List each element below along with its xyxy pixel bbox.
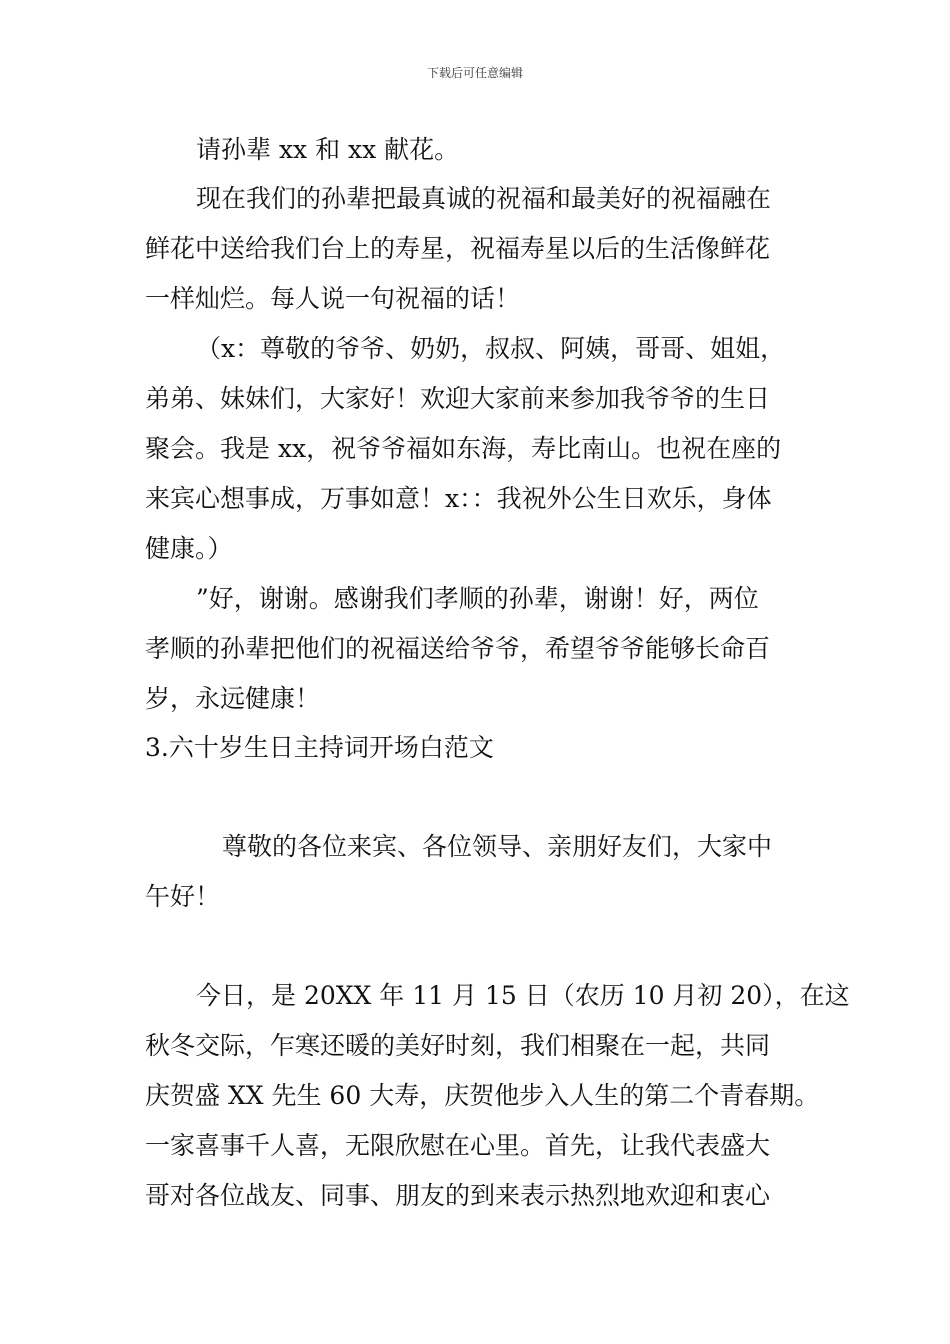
paragraph-line: 聚会。我是 xx，祝爷爷福如东海，寿比南山。也祝在座的 — [145, 434, 782, 463]
paragraph-line: 一样灿烂。每人说一句祝福的话！ — [145, 284, 521, 313]
paragraph-line: 岁，永远健康！ — [145, 684, 321, 713]
paragraph-line: 现在我们的孙辈把最真诚的祝福和最美好的祝福融在 — [196, 184, 772, 213]
section-heading: 3.六十岁生日主持词开场白范文 — [145, 733, 494, 762]
page-header-note: 下载后可任意编辑 — [426, 66, 523, 80]
paragraph-line: 哥对各位战友、同事、朋友的到来表示热烈地欢迎和衷心 — [145, 1181, 771, 1210]
paragraph-line: 秋冬交际，乍寒还暖的美好时刻，我们相聚在一起，共同 — [145, 1031, 771, 1060]
paragraph-line: （x：尊敬的爷爷、奶奶，叔叔、阿姨，哥哥、姐姐， — [196, 334, 786, 363]
paragraph-line: 健康。） — [145, 534, 233, 563]
paragraph-line: 弟弟、妹妹们，大家好！欢迎大家前来参加我爷爷的生日 — [145, 384, 771, 413]
paragraph-line: 尊敬的各位来宾、各位领导、亲朋好友们，大家中 — [222, 832, 773, 861]
paragraph-line: 请孙辈 xx 和 xx 献花。 — [196, 135, 460, 164]
paragraph-line: 午好！ — [145, 882, 221, 911]
paragraph-line: 来宾心想事成，万事如意！x：：我祝外公生日欢乐，身体 — [145, 484, 772, 513]
paragraph-line: 鲜花中送给我们台上的寿星，祝福寿星以后的生活像鲜花 — [145, 234, 771, 263]
paragraph-line: 一家喜事千人喜，无限欣慰在心里。首先，让我代表盛大 — [145, 1131, 771, 1160]
paragraph-line: 庆贺盛 XX 先生 60 大寿，庆贺他步入人生的第二个青春期。 — [145, 1081, 820, 1110]
paragraph-line: 今日，是 20XX 年 11 月 15 日（农历 10 月初 20），在这 — [196, 981, 850, 1010]
paragraph-line: ”好，谢谢。感谢我们孝顺的孙辈，谢谢！好，两位 — [196, 584, 759, 613]
paragraph-line: 孝顺的孙辈把他们的祝福送给爷爷，希望爷爷能够长命百 — [145, 634, 771, 663]
